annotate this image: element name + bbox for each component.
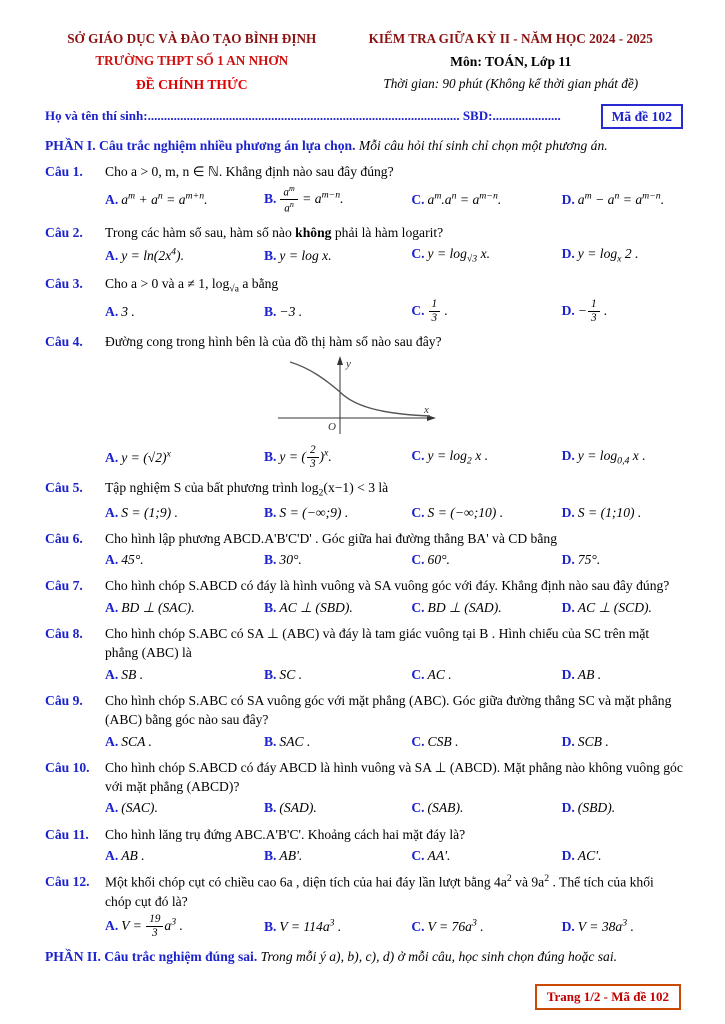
school-title: TRƯỜNG THPT SỐ 1 AN NHƠN [95,52,289,68]
option-letter: B. [263,190,277,206]
question-figure [270,354,683,442]
student-name-line: Họ và tên thí sinh:................................................................................................ SBD:..................... [45,108,561,124]
option-letter: C. [411,800,425,816]
option-d [562,244,683,267]
option-text: $y = (√2)^x$ [121,448,171,466]
option-letter: D. [561,504,575,520]
option-a [105,550,264,569]
question-text: Đường cong trong hình bên là của đồ thị hàm số nào sau đây? [105,333,442,349]
option-b [264,302,411,321]
option-letter: A. [105,303,119,319]
option-letter: A. [105,552,119,568]
option-c [411,732,561,751]
option-text: CSB . [427,733,459,749]
question-label: Câu 6. [45,530,83,546]
option-letter: A. [105,247,119,263]
option-letter: C. [411,666,425,682]
option-text: $y = \ln(2x^4)$. [121,246,184,263]
question-label: Câu 10. [45,759,90,775]
page-footer-badge: Trang 1/2 - Mã đề 102 [535,984,681,1010]
exam-header [45,30,683,95]
option-letter: B. [263,666,277,682]
option-letter: C. [411,192,425,208]
option-b [264,184,411,216]
option-letter: D. [561,733,575,749]
option-letter: D. [561,448,575,464]
official-exam-label: ĐỀ CHÍNH THỨC [135,77,248,93]
option-text: SC . [279,666,303,682]
option-text: SAC . [279,733,311,749]
option-text: SB . [121,666,144,682]
options-row [105,665,683,684]
part2-heading [45,947,683,966]
option-b [264,550,411,569]
option-c [411,550,561,569]
option-letter: A. [105,733,119,749]
option-a [105,798,264,817]
question-9 [45,691,683,751]
option-text: AA'. [427,847,451,863]
question-1 [45,162,683,215]
option-letter: D. [561,800,575,816]
option-c [411,665,561,684]
option-text: $a^m + a^n = a^{m+n}$. [121,190,208,208]
option-c [411,846,561,865]
option-letter: C. [411,552,425,568]
option-b [264,846,411,865]
option-text: AB . [121,847,145,863]
question-label: Câu 9. [45,692,83,708]
option-b [264,798,411,817]
part1-title: PHẦN I. Câu trắc nghiệm nhiều phương án lựa chọn. [45,138,356,154]
option-letter: A. [105,847,119,863]
option-letter: B. [263,800,277,816]
option-text: − $\frac{1}{3}$ . [577,298,608,325]
part1-heading [45,136,683,155]
option-letter: B. [263,504,277,520]
question-text: Cho a > 0 và a ≠ 1, $\log_{√a} a$ bằng [105,275,279,295]
option-letter: C. [411,302,425,318]
option-letter: C. [411,847,425,863]
question-label: Câu 11. [45,826,89,842]
option-d [562,665,683,684]
question-5 [45,478,683,522]
options-row [105,550,683,569]
option-text: (SAD). [279,800,317,816]
question-7 [45,576,683,617]
question-label: Câu 2. [45,224,83,240]
options-row [105,798,683,817]
option-c [411,244,561,267]
option-text: $V = 38a^3$ . [577,917,634,935]
option-letter: B. [263,599,277,615]
option-text: $a^m - a^n = a^{m-n}$. [577,190,665,208]
options-row [105,732,683,751]
option-a [105,503,264,522]
option-d [562,732,683,751]
header-right-block [338,30,683,94]
option-text: BD ⊥ (SAC). [121,599,195,615]
question-text: Cho a > 0, m, n ∈ ℕ. Khẳng định nào sau đây đúng? [105,164,394,180]
origin-label: O [328,421,336,434]
option-a [105,913,264,940]
option-d [562,846,683,865]
option-letter: D. [561,302,575,318]
option-text: BD ⊥ (SAD). [427,599,502,615]
option-d [562,298,683,325]
question-text: Cho hình chóp S.ABCD có đáy ABCD là hình vuông và SA ⊥ (ABCD). Mặt phẳng nào không vuông góc với mặt phẳng (ABCD)? [105,759,683,795]
option-text: $\frac{a^m}{a^n}$ = $a^{m-n}$. [279,191,343,206]
option-letter: B. [263,919,277,935]
option-letter: D. [561,847,575,863]
question-label: Câu 1. [45,164,83,180]
option-letter: B. [263,448,277,464]
option-c [411,446,561,469]
option-letter: B. [263,247,277,263]
option-a [105,846,264,865]
option-letter: D. [561,919,575,935]
header-left-block [45,30,338,95]
option-b [264,444,411,471]
option-a [105,190,264,210]
question-label: Câu 12. [45,874,90,890]
option-text: $y = \log_2 x$ . [427,448,489,467]
option-a [105,598,264,617]
exponential-curve-graph [270,354,442,442]
option-text: $\frac{1}{3}$ . [428,303,448,318]
option-text: S = (−∞;10) . [427,504,504,520]
question-10 [45,758,683,818]
option-d [562,798,683,817]
option-d [562,446,683,469]
option-letter: D. [561,246,575,262]
option-text: (SBD). [577,800,616,816]
department-title: SỞ GIÁO DỤC VÀ ĐÀO TẠO BÌNH ĐỊNH [67,31,317,46]
question-label: Câu 3. [45,275,83,291]
question-8 [45,624,683,684]
option-d [562,917,683,937]
option-text: (SAB). [427,800,464,816]
option-letter: C. [411,504,425,520]
y-axis-label: y [346,358,351,371]
option-letter: B. [263,303,277,319]
option-text: 60°. [427,552,450,568]
option-c [411,917,561,937]
option-text: y = ( $\frac{2}{3}$ )$^x$. [279,444,332,471]
option-text: $V = 76a^3$ . [427,917,484,935]
question-text: Cho hình chóp S.ABC có SA ⊥ (ABC) và đáy là tam giác vuông tại B . Hình chiếu của SC trên mặt phẳng (ABC) là [105,626,650,661]
exponential-curve [290,362,430,416]
option-a [105,665,264,684]
option-letter: A. [105,450,119,466]
option-c [411,798,561,817]
option-b [264,917,411,937]
option-letter: C. [411,448,425,464]
student-info-row [45,104,683,129]
option-d [562,190,683,210]
option-letter: B. [263,733,277,749]
option-text: $y = \log_{0,4} x$ . [577,448,646,467]
part2-note: Trong mỗi ý a), b), c), d) ở mỗi câu, học sinh chọn đúng hoặc sai. [260,949,618,965]
part2-title: PHẦN II. Câu trắc nghiệm đúng sai. [45,949,258,965]
question-text: Cho hình lăng trụ đứng ABC.A'B'C'. Khoảng cách hai mặt đáy là? [105,826,466,842]
option-d [562,598,683,617]
option-b [264,598,411,617]
option-text: SCA . [121,733,152,749]
option-text: y = log x. [279,247,332,263]
question-3 [45,274,683,325]
option-text: AC . [427,666,452,682]
option-c [411,598,561,617]
option-c [411,503,561,522]
option-b [264,503,411,522]
question-text: Một khối chóp cụt có chiều cao 6a , diện tích của hai đáy lần lượt bằng $4a^2$ và $9a^2$ . Thể tích của khối chóp cụt đó là? [105,873,654,910]
question-text: Cho hình chóp S.ABC có SA vuông góc với mặt phẳng (ABC). Góc giữa đường thẳng SC và mặt phẳng (ABC) bằng góc nào sau đây? [105,692,672,728]
option-letter: D. [561,666,575,682]
options-row [105,846,683,865]
option-b [264,246,411,265]
option-a [105,245,264,265]
question-label: Câu 5. [45,479,83,495]
option-text: 30°. [279,552,302,568]
option-text: (SAC). [121,800,158,816]
exam-code-badge: Mã đề 102 [601,104,683,129]
question-label: Câu 8. [45,626,83,642]
question-2 [45,223,683,267]
options-row [105,184,683,216]
option-b [264,665,411,684]
option-b [264,732,411,751]
options-row [105,503,683,522]
question-12 [45,872,683,940]
question-4 [45,332,683,471]
option-a [105,732,264,751]
option-text: AC ⊥ (SBD). [279,599,353,615]
option-text: AC'. [577,847,602,863]
question-text: Cho hình lập phương ABCD.A'B'C'D' . Góc giữa hai đường thẳng BA' và CD bằng [105,530,557,546]
option-letter: A. [105,192,119,208]
subject-line: Môn: TOÁN, Lớp 11 [450,53,572,69]
option-letter: C. [411,919,425,935]
option-text: S = (1;10) . [577,504,642,520]
exam-title: KIỂM TRA GIỮA KỲ II - NĂM HỌC 2024 - 2025 [368,31,653,46]
option-text: −3 . [279,303,303,319]
option-letter: C. [411,246,425,262]
option-text: $y = \log_{√3} x$. [427,246,491,265]
option-a [105,302,264,321]
options-row [105,913,683,940]
option-a [105,448,264,468]
option-text: $V = 114a^3$ . [279,917,342,935]
option-letter: A. [105,599,119,615]
option-text: S = (1;9) . [121,504,178,520]
option-letter: A. [105,917,119,933]
option-text: $y = \log_x 2$ . [577,246,639,265]
option-c [411,190,561,210]
option-d [562,503,683,522]
option-text: 75°. [577,552,601,568]
question-label: Câu 4. [45,333,83,349]
option-text: 45°. [121,552,144,568]
option-text: AC ⊥ (SCD). [577,599,652,615]
option-c [411,298,561,325]
option-text: 3 . [121,303,135,319]
options-row [105,298,683,325]
option-letter: A. [105,800,119,816]
option-letter: D. [561,552,575,568]
option-text: AB'. [279,847,303,863]
y-axis-arrow [337,356,343,365]
option-letter: A. [105,504,119,520]
options-row [105,444,683,471]
x-axis-label: x [424,404,429,417]
option-letter: C. [411,599,425,615]
option-text: SCB . [577,733,609,749]
option-text: $a^m.a^n = a^{m-n}$. [427,190,502,208]
question-6 [45,529,683,570]
option-letter: D. [561,192,575,208]
question-label: Câu 7. [45,578,83,594]
part1-note: Mỗi câu hỏi thí sinh chỉ chọn một phương án. [358,138,608,154]
question-11 [45,825,683,866]
option-letter: A. [105,666,119,682]
option-letter: D. [561,599,575,615]
option-letter: B. [263,847,277,863]
options-row [105,598,683,617]
option-d [562,550,683,569]
option-text: V = $\frac{19}{3}$ $a^3$ . [121,913,183,940]
option-text: S = (−∞;9) . [279,504,349,520]
question-text: Cho hình chóp S.ABCD có đáy là hình vuông và SA vuông góc với đáy. Khẳng định nào sau đây đúng? [105,578,670,594]
option-letter: C. [411,733,425,749]
time-line: Thời gian: 90 phút (Không kể thời gian phát đề) [383,76,639,92]
question-text: Tập nghiệm S của bất phương trình $\log_2(x-1) < 3$ là [105,479,389,499]
option-text: AB . [577,666,602,682]
option-letter: B. [263,552,277,568]
options-row [105,244,683,267]
question-text: Trong các hàm số sau, hàm số nào không phải là hàm logarit? [105,224,444,240]
